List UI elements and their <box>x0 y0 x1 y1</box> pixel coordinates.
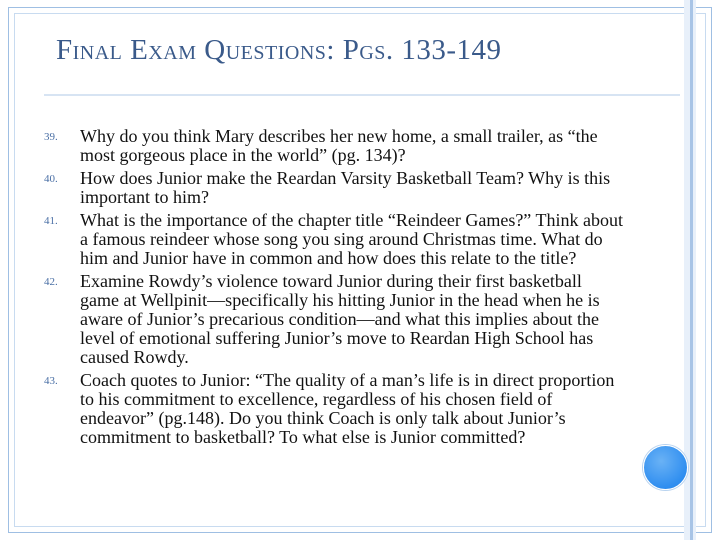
question-number: 39. <box>44 131 58 143</box>
question-number: 43. <box>44 375 58 387</box>
title-divider <box>44 94 680 96</box>
question-text: What is the importance of the chapter title “Reindeer Games?” Think about a famous reindeer whose song you sing around Christmas time. What do him and Junior have in common and how does this relate to the title? <box>80 210 623 268</box>
question-number: 42. <box>44 276 58 288</box>
question-item <box>44 272 624 367</box>
question-list <box>44 127 624 451</box>
question-item <box>44 169 624 207</box>
question-number: 40. <box>44 173 58 185</box>
question-item <box>44 211 624 268</box>
question-text: Examine Rowdy’s violence toward Junior during their first basketball game at Wellpinit—specifically his hitting Junior in the head when he is aware of Junior’s precarious condition—and what this implies about the level of emotional suffering Junior’s move to Reardan High School has caused Rowdy. <box>80 271 600 367</box>
decorative-circle <box>643 445 688 490</box>
question-number: 41. <box>44 215 58 227</box>
question-text: How does Junior make the Reardan Varsity Basketball Team? Why is this important to him? <box>80 168 611 207</box>
question-text: Why do you think Mary describes her new home, a small trailer, as “the most gorgeous place in the world” (pg. 134)? <box>80 126 598 165</box>
question-text: Coach quotes to Junior: “The quality of a man’s life is in direct proportion to his commitment to excellence, regardless of his chosen field of endeavor” (pg.148). Do you think Coach is only talk about Junior’s commitment to basketball? To what else is Junior committed? <box>80 370 615 447</box>
slide-title: Final Exam Questions: Pgs. 133-149 <box>56 34 502 66</box>
question-item <box>44 371 624 447</box>
right-decorative-rule <box>690 0 693 540</box>
question-item <box>44 127 624 165</box>
